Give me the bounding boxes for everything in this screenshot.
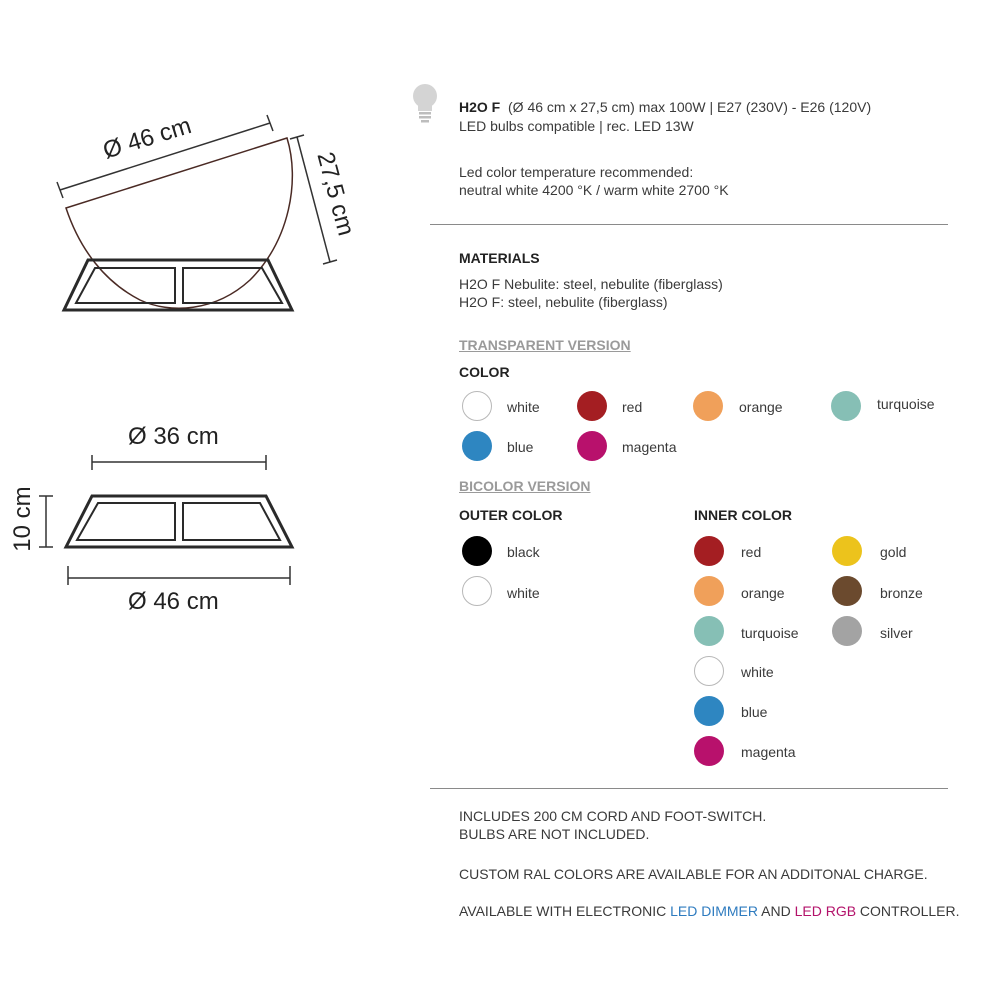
base-top-dimension [92, 455, 266, 470]
inner-swatch-label-blue: blue [741, 704, 768, 720]
availability-note [459, 902, 960, 921]
outer-color-heading: OUTER COLOR [459, 507, 563, 523]
inner-swatch-magenta [694, 736, 724, 766]
inner-swatch-white [694, 656, 724, 686]
top-diameter-label: Ø 46 cm [99, 112, 195, 165]
inner-swatch-bronze [832, 576, 862, 606]
outer-swatch-label-white: white [507, 585, 540, 601]
color-heading: COLOR [459, 364, 510, 380]
temp-line-1: Led color temperature recommended: [459, 164, 694, 180]
divider-1 [430, 224, 948, 225]
outer-swatch-white [462, 576, 492, 606]
inner-swatch-blue [694, 696, 724, 726]
inner-swatch-label-magenta: magenta [741, 744, 796, 760]
swatch-red [577, 391, 607, 421]
height-label: 27,5 cm [311, 149, 360, 239]
inner-swatch-label-red: red [741, 544, 762, 560]
materials-line-1: H2O F Nebulite: steel, nebulite (fiberglass) [459, 276, 723, 292]
bulbs-note: BULBS ARE NOT INCLUDED. [459, 826, 650, 842]
inner-swatch-silver [832, 616, 862, 646]
outer-swatch-black [462, 536, 492, 566]
inner-swatch-label-bronze: bronze [880, 585, 923, 601]
model-name: H2O F [459, 99, 501, 115]
bicolor-version-heading: BICOLOR VERSION [459, 478, 591, 494]
base-height-dimension [39, 496, 53, 547]
led-rgb-highlight: LED RGB [794, 903, 857, 919]
inner-swatch-label-gold: gold [880, 544, 907, 560]
transparent-version-heading: TRANSPARENT VERSION [459, 337, 631, 353]
swatch-label-turquoise: turquoise [877, 396, 935, 412]
base-top-diameter-label: Ø 36 cm [128, 423, 219, 450]
base-bottom-diameter-label: Ø 46 cm [128, 588, 219, 615]
spec-line-2: LED bulbs compatible | rec. LED 13W [459, 118, 694, 134]
swatch-label-red: red [622, 399, 643, 415]
lamp-base-front [66, 496, 292, 547]
swatch-blue [462, 431, 492, 461]
availability-and: AND [758, 903, 795, 919]
lamp-side-diagram [0, 0, 400, 640]
light-bulb-icon [408, 82, 442, 124]
availability-prefix: AVAILABLE WITH ELECTRONIC [459, 903, 671, 919]
swatch-label-blue: blue [507, 439, 534, 455]
materials-line-2: H2O F: steel, nebulite (fiberglass) [459, 294, 668, 310]
lamp-bowl [66, 138, 292, 308]
ral-note: CUSTOM RAL COLORS ARE AVAILABLE FOR AN ADDITONAL CHARGE. [459, 866, 928, 882]
availability-suffix: CONTROLLER. [856, 903, 960, 919]
spec-dimensions: (Ø 46 cm x 27,5 cm) max 100W | E27 (230V) - E26 (120V) [508, 99, 872, 115]
materials-heading: MATERIALS [459, 250, 540, 266]
swatch-label-white: white [507, 399, 540, 415]
lamp-base-side [64, 260, 292, 310]
divider-2 [430, 788, 948, 789]
swatch-label-orange: orange [739, 399, 783, 415]
inner-swatch-label-orange: orange [741, 585, 785, 601]
inner-swatch-label-turquoise: turquoise [741, 625, 799, 641]
swatch-magenta [577, 431, 607, 461]
cord-note: INCLUDES 200 CM CORD AND FOOT-SWITCH. [459, 808, 767, 824]
inner-swatch-label-silver: silver [880, 625, 913, 641]
inner-swatch-orange [694, 576, 724, 606]
spec-line-1 [459, 98, 871, 117]
swatch-white [462, 391, 492, 421]
swatch-turquoise [831, 391, 861, 421]
outer-swatch-label-black: black [507, 544, 540, 560]
inner-swatch-gold [832, 536, 862, 566]
led-dimmer-highlight: LED DIMMER [670, 903, 758, 919]
inner-swatch-turquoise [694, 616, 724, 646]
inner-color-heading: INNER COLOR [694, 507, 792, 523]
base-height-label: 10 cm [9, 486, 36, 552]
temp-line-2: neutral white 4200 °K / warm white 2700 °K [459, 182, 729, 198]
inner-swatch-label-white: white [741, 664, 774, 680]
inner-swatch-red [694, 536, 724, 566]
swatch-orange [693, 391, 723, 421]
swatch-label-magenta: magenta [622, 439, 677, 455]
base-bottom-dimension [68, 566, 290, 585]
